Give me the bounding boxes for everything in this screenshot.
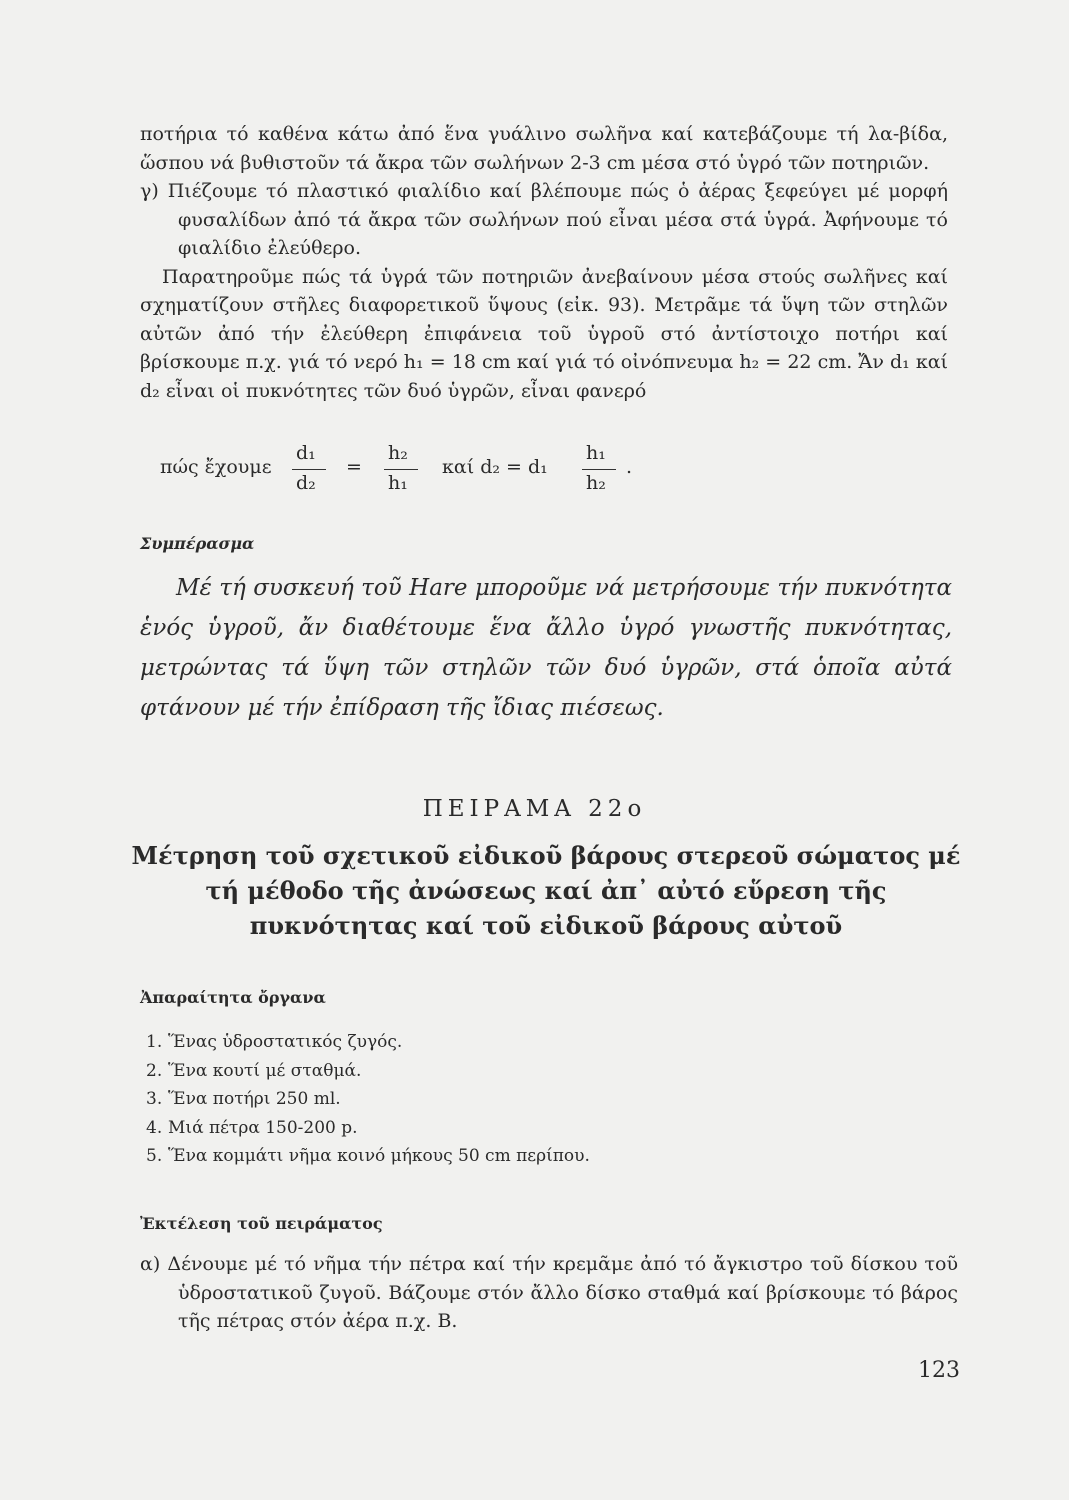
conclusion-heading: Συμπέρασμα bbox=[140, 534, 255, 553]
formula-lead: πώς ἔχουμε bbox=[160, 456, 272, 478]
fraction-bar-2 bbox=[384, 469, 418, 470]
conclusion-block bbox=[140, 568, 952, 728]
procedure-heading: Ἐκτέλεση τοῦ πειράματος bbox=[140, 1214, 383, 1233]
density-formula bbox=[160, 440, 860, 500]
fraction-bar-3 bbox=[582, 469, 616, 470]
list-item: 2. Ἕνα κουτί μέ σταθμά. bbox=[146, 1060, 362, 1081]
formula-middle: καί d₂ = d₁ bbox=[442, 456, 548, 478]
formula-denominator-2: h₁ bbox=[388, 472, 408, 494]
page-number: 123 bbox=[918, 1358, 960, 1383]
tools-list bbox=[146, 1028, 846, 1171]
tools-heading: Ἀπαραίτητα ὄργανα bbox=[140, 988, 326, 1007]
formula-numerator-1: d₁ bbox=[296, 442, 316, 464]
formula-numerator-2: h₂ bbox=[388, 442, 408, 464]
paragraph-step-gamma: γ) Πιέζουμε τό πλαστικό φιαλίδιο καί βλέπουμε πώς ὁ ἀέρας ξεφεύγει μέ μορφή φυσαλίδων ἀπό τά ἄκρα τῶν σωλήνων πού εἶναι μέσα στά ὑγρά. Ἀφήνουμε τό φιαλίδιο ἐλεύθερο. bbox=[140, 180, 948, 259]
formula-end: . bbox=[626, 456, 633, 478]
paragraph-continuation: ποτήρια τό καθένα κάτω ἀπό ἕνα γυάλινο σωλῆνα καί κατεβάζουμε τή λα-βίδα, ὥσπου νά βυθιστοῦν τά ἄκρα τῶν σωλήνων 2-3 cm μέσα στό ὑγρό τῶν ποτηριῶν. bbox=[140, 123, 948, 174]
top-text-block bbox=[140, 120, 948, 405]
formula-numerator-3: h₁ bbox=[586, 442, 606, 464]
paragraph-observation: Παρατηροῦμε πώς τά ὑγρά τῶν ποτηριῶν ἀνεβαίνουν μέσα στούς σωλῆνες καί σχηματίζουν στῆλες διαφορετικοῦ ὕψους (εἰκ. 93). Μετρᾶμε τά ὕψη τῶν στηλῶν αὐτῶν ἀπό τήν ἐλεύθερη ἐπιφάνεια τοῦ ὑγροῦ στό ἀντίστοιχο ποτήρι καί βρίσκουμε π.χ. γιά τό νερό h₁ = 18 cm καί γιά τό οἰνόπνευμα h₂ = 22 cm. Ἄν d₁ καί d₂ εἶναι οἱ πυκνότητες τῶν δυό ὑγρῶν, εἶναι φανερό bbox=[140, 265, 948, 402]
experiment-title: Μέτρηση τοῦ σχετικοῦ εἰδικοῦ βάρους στερεοῦ σώματος μέ τή μέθοδο τῆς ἀνώσεως καί ἀπ᾽ αὐτό εὕρεση τῆς πυκνότητας καί τοῦ εἰδικοῦ βάρους αὐτοῦ bbox=[131, 841, 961, 940]
procedure-block bbox=[140, 1250, 958, 1336]
list-item: 5. Ἕνα κομμάτι νῆμα κοινό μήκους 50 cm περίπου. bbox=[146, 1146, 590, 1166]
formula-denominator-1: d₂ bbox=[296, 472, 316, 494]
experiment-label: ΠΕΙΡΑΜΑ 22ο bbox=[422, 796, 647, 822]
fraction-bar-1 bbox=[292, 469, 326, 470]
list-item: 1. Ἕνας ὑδροστατικός ζυγός. bbox=[146, 1032, 403, 1052]
list-item: 3. Ἕνα ποτήρι 250 ml. bbox=[146, 1089, 341, 1109]
list-item: 4. Μιά πέτρα 150-200 p. bbox=[146, 1117, 358, 1138]
formula-equals: = bbox=[346, 456, 362, 478]
conclusion-text: Μέ τή συσκευή τοῦ Hare μποροῦμε νά μετρήσουμε τήν πυκνότητα ἑνός ὑγροῦ, ἄν διαθέτουμε ἕνα ἄλλο ὑγρό γνωστῆς πυκνότητας, μετρώντας τά ὕψη τῶν στηλῶν τῶν δυό ὑγρῶν, στά ὁποῖα αὐτά φτάνουν μέ τήν ἐπίδραση τῆς ἴδιας πιέσεως. bbox=[140, 575, 952, 721]
formula-denominator-3: h₂ bbox=[586, 472, 606, 494]
procedure-step-alpha: α) Δένουμε μέ τό νῆμα τήν πέτρα καί τήν κρεμᾶμε ἀπό τό ἄγκιστρο τοῦ δίσκου τοῦ ὑδροστατικοῦ ζυγοῦ. Βάζουμε στόν ἄλλο δίσκο σταθμά καί βρίσκουμε τό βάρος τῆς πέτρας στόν ἀέρα π.χ. Β. bbox=[140, 1253, 958, 1332]
